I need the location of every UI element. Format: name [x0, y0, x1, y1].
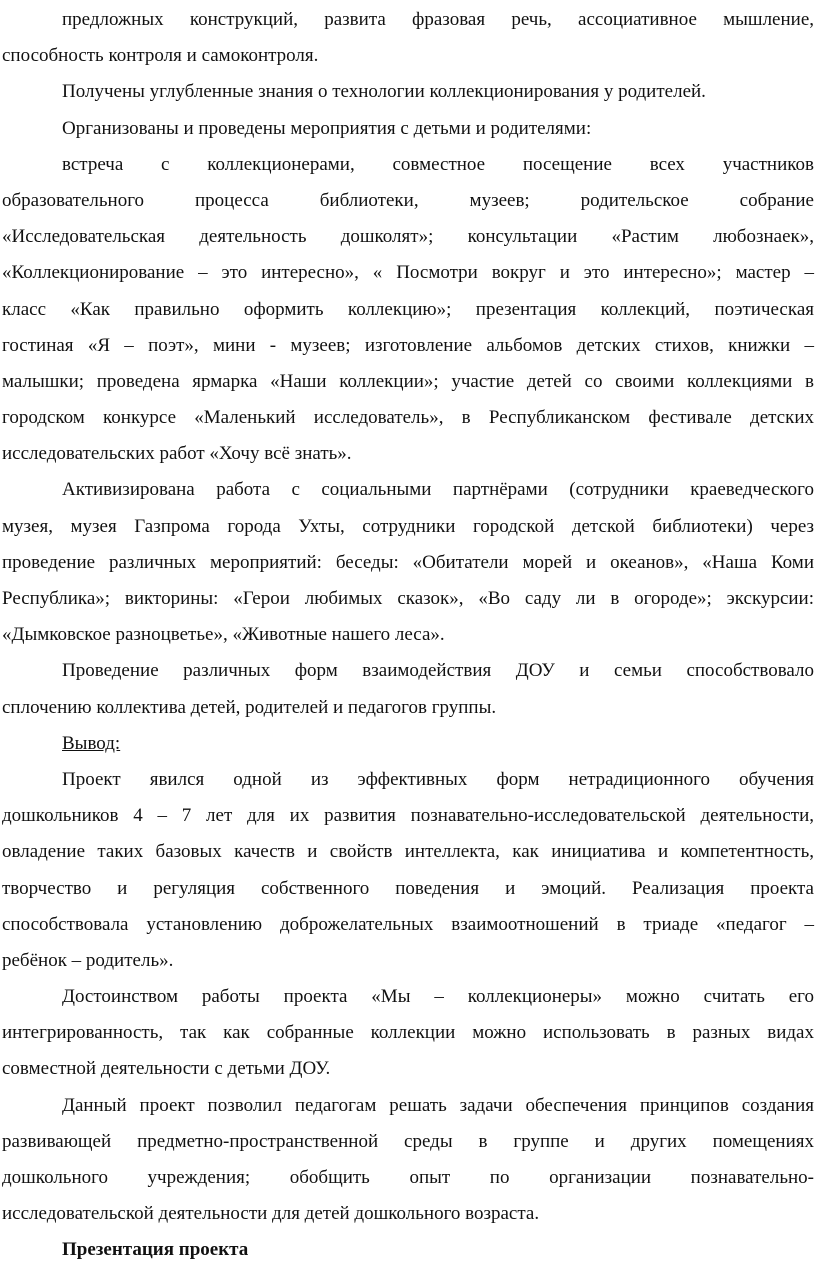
- text-line: класс «Как правильно оформить коллекцию»; презентация коллекций, поэтическая: [2, 298, 814, 320]
- conclusion-heading-text: Вывод:: [62, 732, 121, 754]
- paragraph-parents-knowledge: [2, 74, 814, 110]
- text-line: сплочению коллектива детей, родителей и педагогов группы.: [2, 696, 497, 718]
- text-line: встреча с коллекционерами, совместное посещение всех участников: [62, 153, 814, 175]
- text-line: Проект явился одной из эффективных форм нетрадиционного обучения: [62, 768, 814, 790]
- paragraph-intro-continued: [2, 2, 814, 74]
- text-line: исследовательских работ «Хочу всё знать».: [2, 443, 352, 465]
- text-line: Достоинством работы проекта «Мы – коллекционеры» можно считать его: [62, 986, 814, 1008]
- text-line: творчество и регуляция собственного поведения и эмоций. Реализация проекта: [2, 877, 814, 899]
- text-line: Активизирована работа с социальными партнёрами (сотрудники краеведческого: [62, 479, 814, 501]
- paragraph-environment: [2, 1088, 814, 1233]
- text-line: «Исследовательская деятельность дошколят»; консультации «Растим любознаек»,: [2, 226, 814, 248]
- paragraph-events-list: [2, 147, 814, 473]
- text-line: Данный проект позволил педагогам решать задачи обеспечения принципов создания: [62, 1094, 814, 1116]
- text-line: Проведение различных форм взаимодействия ДОУ и семьи способствовало: [62, 660, 814, 682]
- text-line: проведение различных мероприятий: беседы: «Обитатели морей и океанов», «Наша Коми: [2, 551, 814, 573]
- text-line: «Дымковское разноцветье», «Животные нашего леса».: [2, 624, 445, 646]
- text-line: Республика»; викторины: «Герои любимых сказок», «Во саду ли в огороде»; экскурсии:: [2, 588, 814, 609]
- text-line: ребёнок – родитель».: [2, 949, 174, 971]
- text-line: интегрированность, так как собранные коллекции можно использовать в разных видах: [2, 1022, 814, 1044]
- text-line: способность контроля и самоконтроля.: [2, 45, 319, 67]
- text-line: Организованы и проведены мероприятия с детьми и родителями:: [62, 117, 592, 139]
- paragraph-partners: [2, 472, 814, 653]
- text-line: Получены углубленные знания о технологии коллекционирования у родителей.: [62, 81, 706, 103]
- text-line: дошкольников 4 – 7 лет для их развития познавательно-исследовательской деятельности,: [2, 805, 814, 827]
- paragraph-merit: [2, 979, 814, 1088]
- text-line: развивающей предметно-пространственной среды в группе и других помещениях: [2, 1130, 814, 1152]
- text-line: образовательного процесса библиотеки, музеев; родительское собрание: [2, 189, 814, 211]
- paragraph-cooperation: [2, 653, 814, 725]
- text-line: способствовала установлению доброжелательных взаимоотношений в триаде «педагог –: [2, 913, 814, 935]
- text-line: малышки; проведена ярмарка «Наши коллекции»; участие детей со своими коллекциями в: [2, 370, 814, 392]
- text-line: гостиная «Я – поэт», мини - музеев; изготовление альбомов детских стихов, книжки –: [2, 334, 814, 356]
- document-body-part-2: [2, 762, 814, 1232]
- text-line: предложных конструкций, развита фразовая речь, ассоциативное мышление,: [62, 9, 814, 30]
- conclusion-heading: [2, 726, 814, 762]
- presentation-heading-text: Презентация проекта: [62, 1239, 249, 1261]
- paragraph-conclusion: [2, 762, 814, 979]
- text-line: городском конкурсе «Маленький исследователь», в Республиканском фестивале детских: [2, 407, 814, 429]
- document-body-part-1: [2, 2, 814, 726]
- text-line: музея, музея Газпрома города Ухты, сотрудники городской детской библиотеки) через: [2, 515, 814, 537]
- text-line: дошкольного учреждения; обобщить опыт по организации познавательно-: [2, 1167, 814, 1188]
- text-line: «Коллекционирование – это интересно», « Посмотри вокруг и это интересно»; мастер –: [2, 262, 814, 284]
- text-line: исследовательской деятельности для детей дошкольного возраста.: [2, 1203, 540, 1225]
- presentation-heading: [2, 1232, 814, 1268]
- paragraph-events-organized: [2, 111, 814, 147]
- text-line: овладение таких базовых качеств и свойств интеллекта, как инициатива и компетентность,: [2, 841, 814, 863]
- text-line: совместной деятельности с детьми ДОУ.: [2, 1058, 331, 1080]
